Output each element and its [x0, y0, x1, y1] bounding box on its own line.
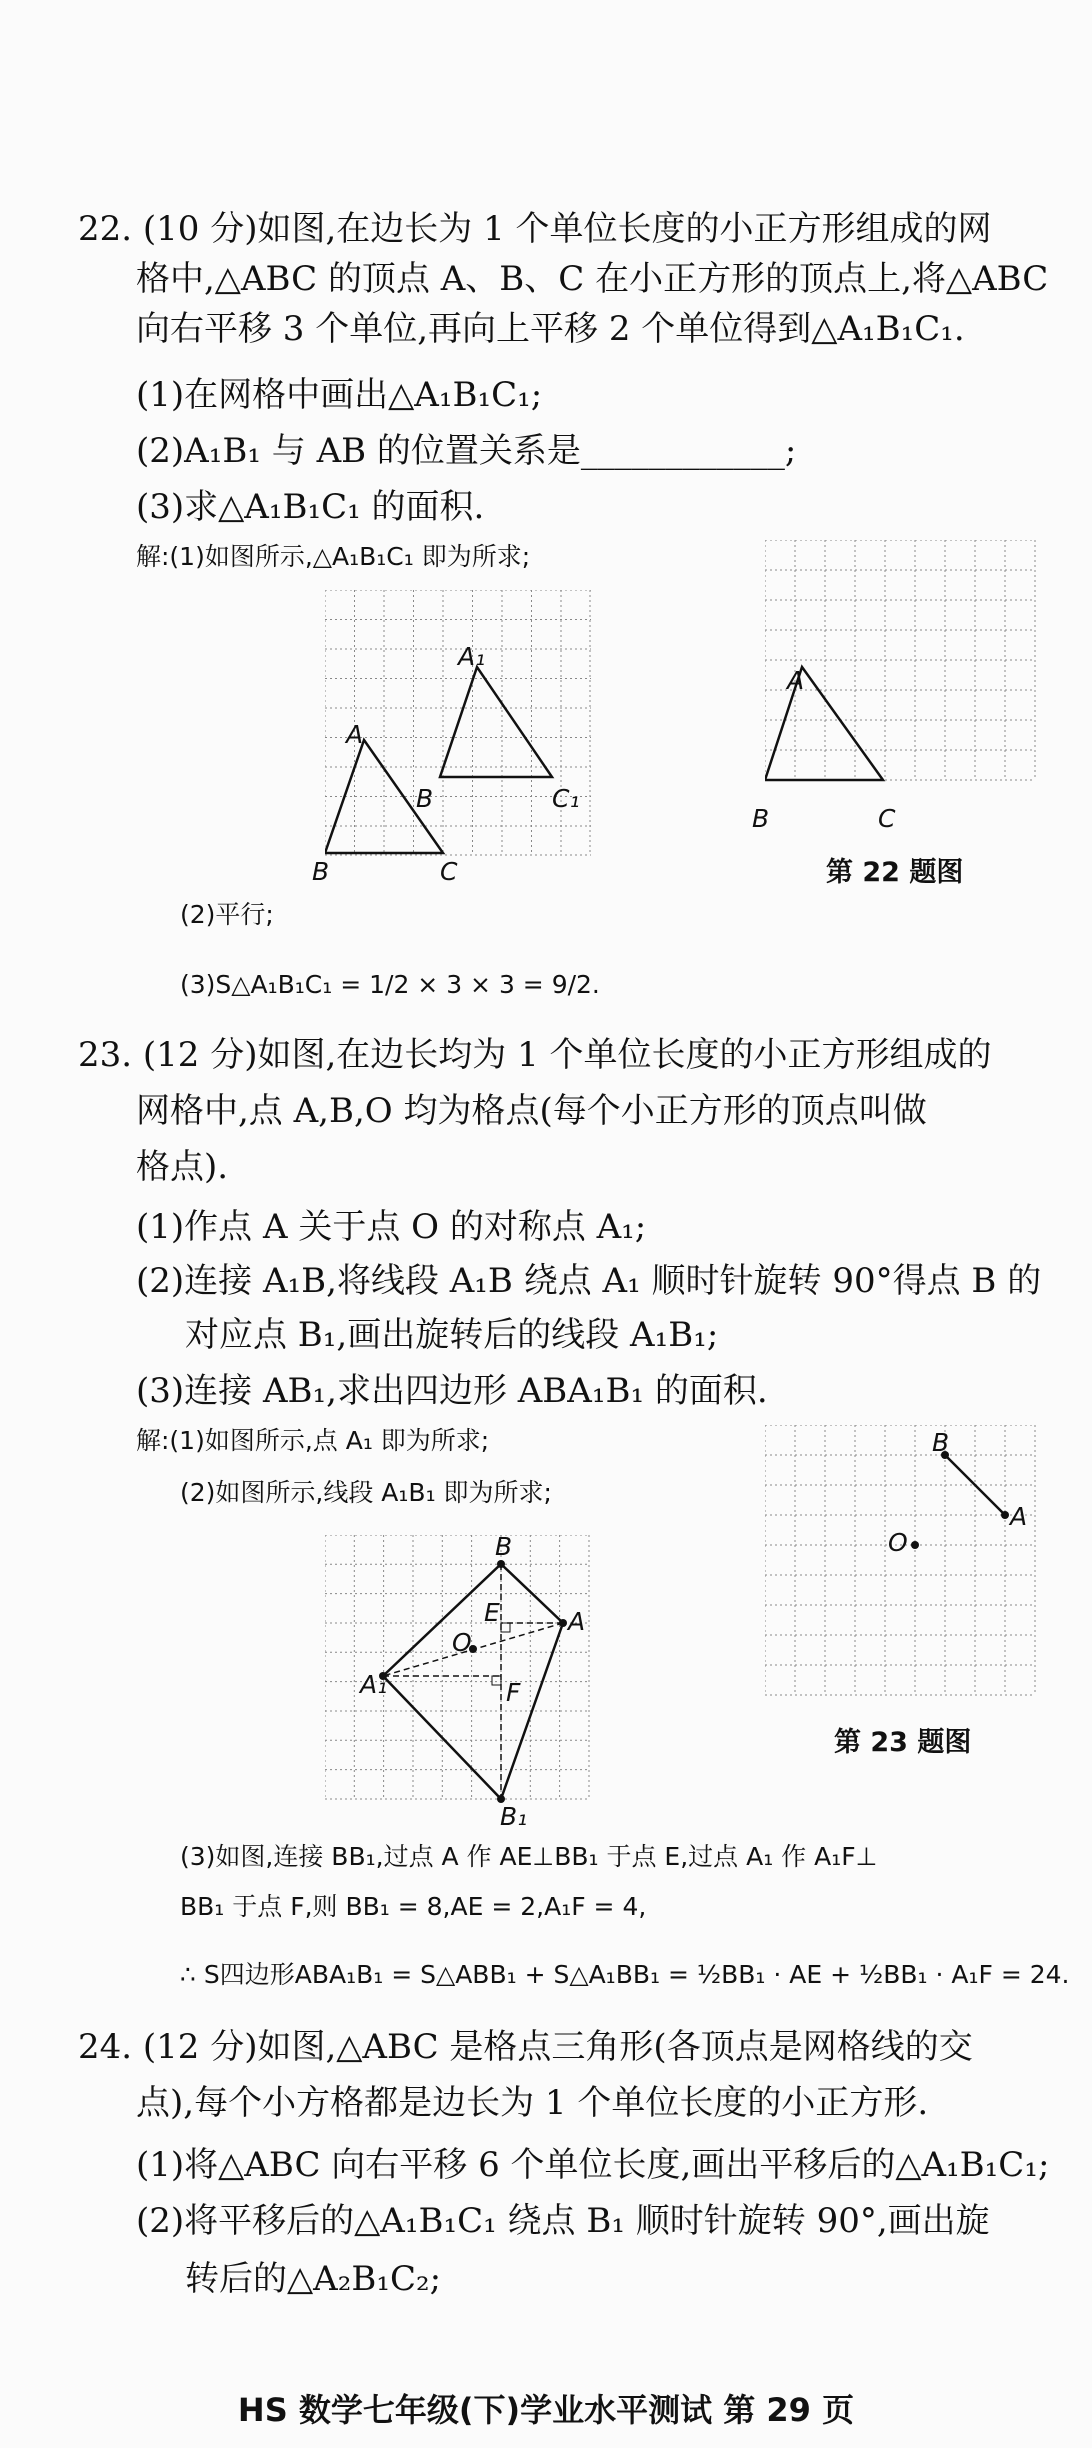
- q22-solution2: (2)平行;: [180, 900, 274, 929]
- q23-problem-label-o: O: [888, 1528, 908, 1557]
- q23-label-a: A: [568, 1607, 586, 1636]
- q24-line1: 24. (12 分)如图,△ABC 是格点三角形(各顶点是网格线的交: [78, 2027, 973, 2067]
- q22-problem-figure: [765, 540, 1037, 810]
- q22-part2: (2)A₁B₁ 与 AB 的位置关系是____________;: [136, 431, 797, 471]
- q23-label-b: B: [495, 1532, 513, 1561]
- q22-part3: (3)求△A₁B₁C₁ 的面积.: [136, 487, 485, 527]
- q23-solution1: 解:(1)如图所示,点 A₁ 即为所求;: [136, 1426, 490, 1455]
- page-footer: HS 数学七年级(下)学业水平测试 第 29 页: [237, 2391, 855, 2429]
- q23-part2b: 对应点 B₁,画出旋转后的线段 A₁B₁;: [185, 1315, 719, 1355]
- q23-part2a: (2)连接 A₁B,将线段 A₁B 绕点 A₁ 顺时针旋转 90°得点 B 的: [136, 1261, 1042, 1301]
- q22-label-c: C: [440, 857, 458, 886]
- q22-label-b1: B: [416, 784, 434, 813]
- q23-part3: (3)连接 AB₁,求出四边形 ABA₁B₁ 的面积.: [136, 1371, 768, 1411]
- triangle-a1b1c1: [440, 667, 552, 777]
- q23-caption: 第 23 题图: [834, 1727, 972, 1758]
- q23-solution3a: (3)如图,连接 BB₁,过点 A 作 AE⊥BB₁ 于点 E,过点 A₁ 作 A₁F⊥: [180, 1842, 878, 1871]
- q24-part2b: 转后的△A₂B₁C₂;: [185, 2259, 442, 2299]
- q22-solution1: 解:(1)如图所示,△A₁B₁C₁ 即为所求;: [136, 542, 531, 571]
- q22-label-b: B: [312, 857, 330, 886]
- q23-line2: 网格中,点 A,B,O 均为格点(每个小正方形的顶点叫做: [136, 1091, 927, 1131]
- q23-solution3b: BB₁ 于点 F,则 BB₁ = 8,AE = 2,A₁F = 4,: [180, 1892, 647, 1921]
- q22-problem-label-b: B: [752, 804, 770, 833]
- q23-line1: 23. (12 分)如图,在边长均为 1 个单位长度的小正方形组成的: [78, 1035, 992, 1075]
- q23-label-e: E: [484, 1598, 500, 1627]
- q22-line3: 向右平移 3 个单位,再向上平移 2 个单位得到△A₁B₁C₁.: [136, 309, 965, 349]
- q22-line1: 22. (10 分)如图,在边长为 1 个单位长度的小正方形组成的网: [78, 209, 992, 249]
- q23-part1: (1)作点 A 关于点 O 的对称点 A₁;: [136, 1207, 647, 1247]
- q23-label-f: F: [506, 1678, 521, 1707]
- triangle-abc-problem: [765, 667, 883, 780]
- q22-line2: 格中,△ABC 的顶点 A、B、C 在小正方形的顶点上,将△ABC: [136, 259, 1049, 299]
- q23-label-b1: B₁: [500, 1802, 528, 1831]
- q22-problem-label-c: C: [878, 804, 896, 833]
- q24-line2: 点),每个小方格都是边长为 1 个单位长度的小正方形.: [136, 2083, 929, 2123]
- q22-answer-figure: [325, 590, 595, 860]
- point-a: [559, 1619, 567, 1627]
- q22-label-c1: C₁: [552, 784, 580, 813]
- q22-label-a1: A₁: [458, 642, 486, 671]
- q23-line3: 格点).: [136, 1147, 229, 1187]
- q22-caption: 第 22 题图: [826, 857, 964, 888]
- q23-problem-label-b: B: [932, 1428, 950, 1457]
- q23-problem-figure: [765, 1425, 1037, 1697]
- q22-part1: (1)在网格中画出△A₁B₁C₁;: [136, 375, 543, 415]
- q24-part2a: (2)将平移后的△A₁B₁C₁ 绕点 B₁ 顺时针旋转 90°,画出旋: [136, 2201, 990, 2241]
- q24-part1: (1)将△ABC 向右平移 6 个单位长度,画出平移后的△A₁B₁C₁;: [136, 2145, 1050, 2185]
- q22-solution3: (3)S△A₁B₁C₁ = 1/2 × 3 × 3 = 9/2.: [180, 970, 600, 999]
- q23-solution3c: ∴ S四边形ABA₁B₁ = S△ABB₁ + S△A₁BB₁ = ½BB₁ · AE + ½BB₁ · A₁F = 24.: [180, 1960, 1070, 1989]
- q23-problem-label-a: A: [1010, 1502, 1028, 1531]
- q23-label-o: O: [452, 1628, 472, 1657]
- q23-solution2: (2)如图所示,线段 A₁B₁ 即为所求;: [180, 1478, 552, 1507]
- q22-label-a: A: [346, 720, 364, 749]
- q22-problem-label-a: A: [787, 666, 805, 695]
- q23-label-a1: A₁: [360, 1670, 388, 1699]
